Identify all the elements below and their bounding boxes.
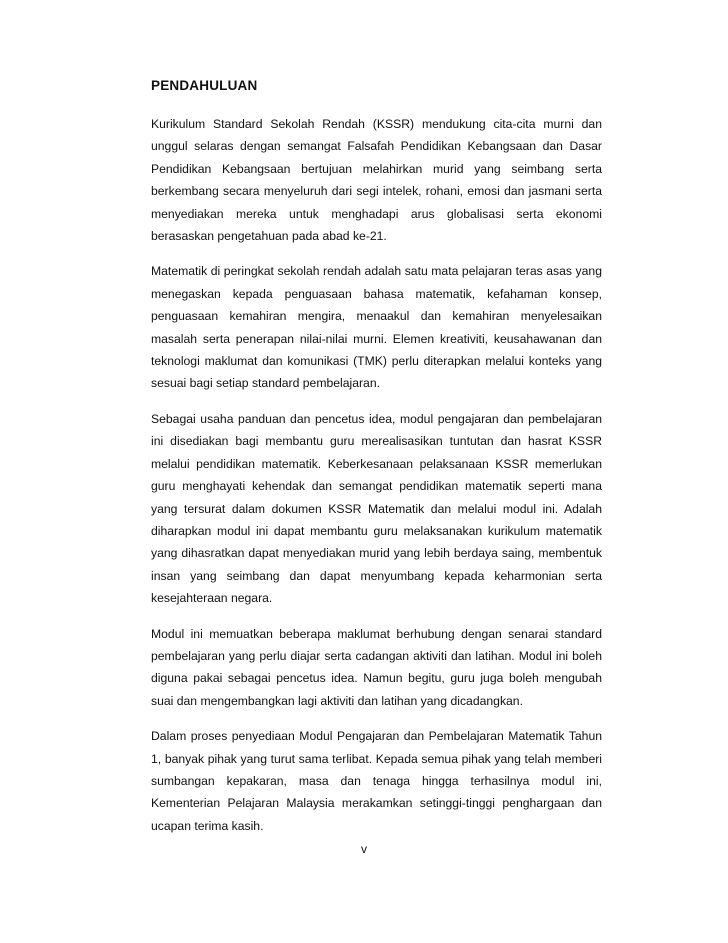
- paragraph-1: Kurikulum Standard Sekolah Rendah (KSSR) mendukung cita-cita murni dan unggul selaras dengan semangat Falsafah Pendidikan Kebangsaan dan Dasar Pendidikan Kebangsaan bertujuan melahirkan murid yang seimbang serta berkembang secara menyeluruh dari segi intelek, rohani, emosi dan jasmani serta menyediakan mereka untuk menghadapi arus globalisasi serta ekonomi berasaskan pengetahuan pada abad ke-21.: [151, 117, 602, 244]
- page-number: v: [361, 842, 367, 856]
- paragraph-2: Matematik di peringkat sekolah rendah adalah satu mata pelajaran teras asas yang menegaskan kepada penguasaan bahasa matematik, kefahaman konsep, penguasaan kemahiran mengira, menaakul dan kemahiran menyelesaikan masalah serta penerapan nilai-nilai murni. Elemen kreativiti, keusahawanan dan teknologi maklumat dan komunikasi (TMK) perlu diterapkan melalui konteks yang sesuai bagi setiap standard pembelajaran.: [151, 264, 602, 391]
- paragraph-5: Dalam proses penyediaan Modul Pengajaran dan Pembelajaran Matematik Tahun 1, banyak pihak yang turut sama terlibat. Kepada semua pihak yang telah memberi sumbangan kepakaran, masa dan tenaga hingga terhasilnya modul ini, Kementerian Pelajaran Malaysia merakamkan setinggi-tinggi penghargaan dan ucapan terima kasih.: [151, 729, 602, 833]
- document-body: [151, 113, 602, 850]
- paragraph-4: Modul ini memuatkan beberapa maklumat berhubung dengan senarai standard pembelajaran yang perlu diajar serta cadangan aktiviti dan latihan. Modul ini boleh diguna pakai sebagai pencetus idea. Namun begitu, guru juga boleh mengubah suai dan mengembangkan lagi aktiviti dan latihan yang dicadangkan.: [151, 626, 602, 708]
- section-heading: PENDAHULUAN: [151, 78, 258, 93]
- paragraph-3: Sebagai usaha panduan dan pencetus idea, modul pengajaran dan pembelajaran ini disediakan bagi membantu guru merealisasikan tuntutan dan hasrat KSSR melalui pendidikan matematik. Keberkesanaan pelaksanaan KSSR memerlukan guru menghayati kehendak dan semangat pendidikan matematik seperti mana yang tersurat dalam dokumen KSSR Matematik dan melalui modul ini. Adalah diharapkan modul ini dapat membantu guru melaksanakan kurikulum matematik yang dihasratkan dapat menyediakan murid yang lebih berdaya saing, membentuk insan yang seimbang dan dapat menyumbang kepada keharmonian serta kesejahteraan negara.: [151, 411, 602, 606]
